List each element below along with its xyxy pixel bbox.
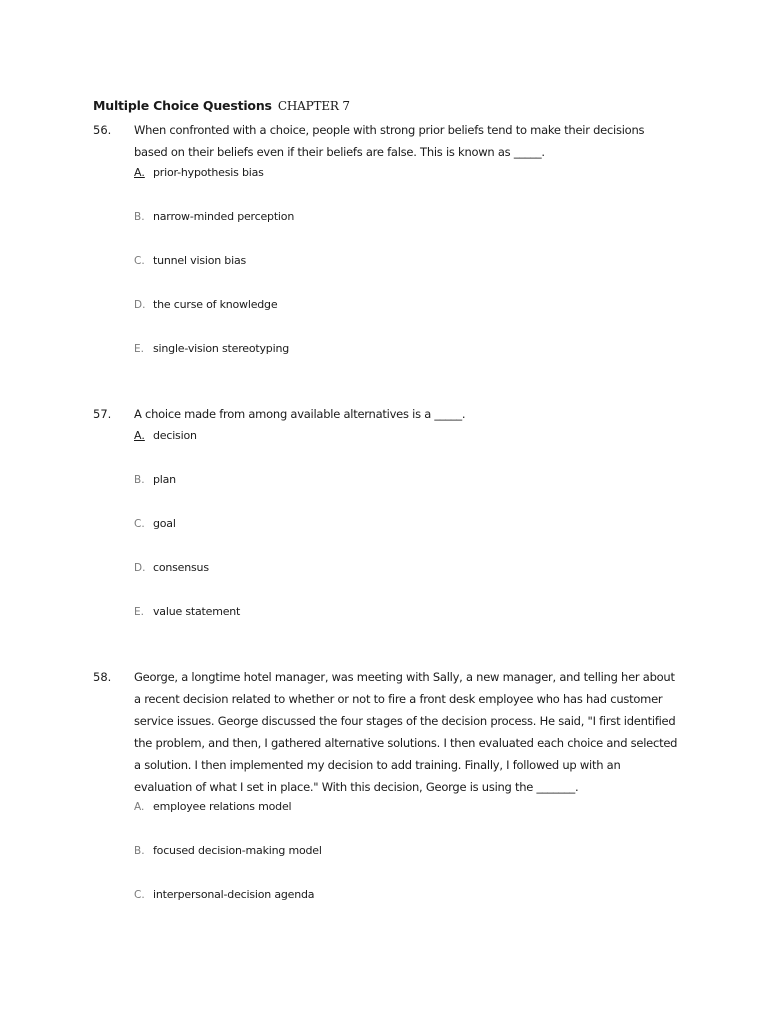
heading-title: Multiple Choice Questions [93,98,272,113]
option-letter: A. [134,166,145,179]
option-text: employee relations model [153,800,292,813]
option-text: value statement [153,605,241,618]
question-stem: George, a longtime hotel manager, was meeting with Sally, a new manager, and telling her about a recent decision related to whether or not to fire a front desk employee who has had customer service issues. George discussed the four stages of the decision process. He said, "I first identified the problem, and then, I gathered alternative solutions. I then evaluated each choice and selected a solution. I then implemented my decision to add training. Finally, I followed up with an evaluation of what I set in place." With this decision, George is using the _______. [134,670,678,794]
option-text: plan [153,473,176,486]
question-stem: When confronted with a choice, people with strong prior beliefs tend to make their decisions based on their beliefs even if their beliefs are false. This is known as _____. [134,123,645,159]
question-number: 58. [93,670,112,684]
option-text: tunnel vision bias [153,254,247,267]
option-text: goal [153,517,176,530]
option-b [134,207,294,227]
option-c [134,885,314,905]
option-a [134,163,264,183]
option-text: interpersonal-decision agenda [153,888,315,901]
option-text: the curse of knowledge [153,298,278,311]
option-letter: C. [134,889,145,901]
option-letter: B. [134,211,145,223]
option-letter: D. [134,299,146,311]
question-stem: A choice made from among available alternatives is a _____. [134,407,466,421]
option-d [134,295,277,315]
option-c [134,514,176,534]
option-b [134,841,322,861]
option-e [134,339,289,359]
option-letter: B. [134,474,145,486]
option-text: narrow-minded perception [153,210,295,223]
option-text: consensus [153,561,209,574]
option-b [134,470,176,490]
option-letter: C. [134,518,145,530]
heading-chapter: CHAPTER 7 [277,99,350,113]
option-text: prior-hypothesis bias [153,166,264,179]
option-letter: D. [134,562,146,574]
option-letter: A. [134,429,145,442]
option-text: single-vision stereotyping [153,342,289,355]
option-text: decision [153,429,197,442]
option-e [134,602,240,622]
option-letter: B. [134,845,145,857]
question-number: 56. [93,123,112,137]
option-text: focused decision-making model [153,844,322,857]
page-heading [93,98,350,113]
option-c [134,251,246,271]
option-a [134,426,197,446]
question-number: 57. [93,407,112,421]
option-letter: E. [134,343,144,355]
option-letter: C. [134,255,145,267]
option-letter: E. [134,606,144,618]
option-letter: A. [134,801,145,813]
option-a [134,797,291,817]
option-d [134,558,209,578]
